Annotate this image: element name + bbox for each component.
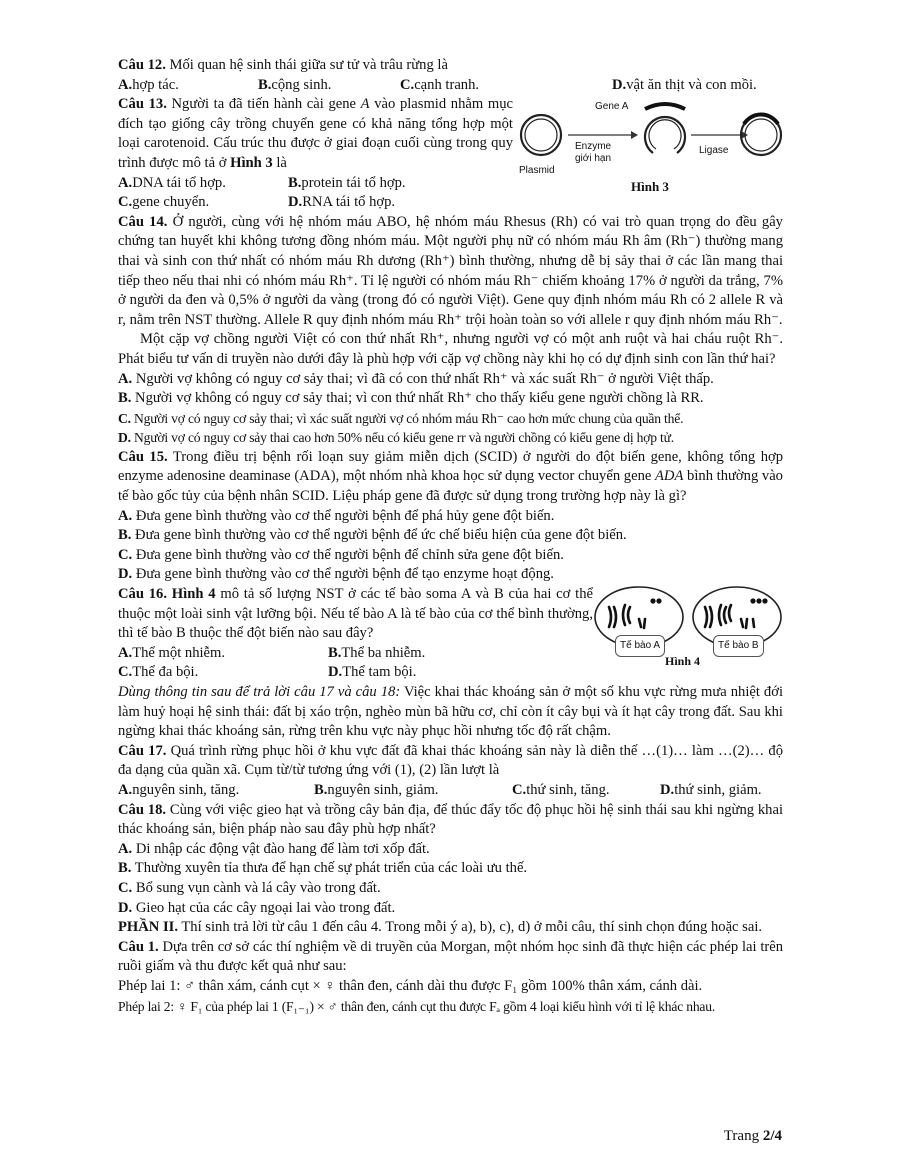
option-c: C. Đưa gene bình thường vào cơ thể người bệnh để chỉnh sửa gene đột biến.	[118, 546, 564, 563]
question-16-options-row2	[118, 663, 593, 683]
option-d: D.RNA tái tổ hợp.	[288, 194, 396, 211]
option-a: A.DNA tái tổ hợp.	[118, 174, 226, 191]
question-17: Câu 17. Quá trình rừng phục hồi ở khu vực đất đã khai thác khoáng sản này là diễn thế …(1)… làm …(2)… độ đa dạng của quần xã. Cụm từ/từ tương ứng với (1), (2) lần lượt là	[118, 742, 783, 779]
question-17-options	[118, 781, 783, 801]
option-a: A.nguyên sinh, tăng.	[118, 781, 240, 798]
option-d: D. Gieo hạt của các cây ngoại lai vào trong đất.	[118, 899, 396, 916]
question-text: Câu 16. Hình 4 mô tả số lượng NST ở các tế bào soma A và B của hai cơ thể thuộc một loài sinh vật lưỡng bội. Nếu tế bào A là tế bào của cơ thể bình thường, thì tế bào B thuộc thể đột biến nào sau đây?	[118, 586, 593, 642]
question-13	[118, 95, 783, 213]
figure-4-chromosome-cells	[593, 585, 783, 669]
question-18: Câu 18. Cùng với việc gieo hạt và trồng cây bản địa, để thúc đẩy tốc độ phục hồi hệ sinh thái sau khi ngừng khai thác khoáng sản, biện pháp nào sau đây phù hợp nhất?	[118, 801, 783, 838]
gene-a-label: Gene A	[595, 101, 629, 113]
page-number: Trang 2/4	[723, 1128, 782, 1144]
option-a: A. Người vợ không có nguy cơ sảy thai; vì đã có con thứ nhất Rh⁺ và xác suất Rh⁻ ở người Việt thấp.	[118, 370, 714, 387]
option-c: C. Người vợ có nguy cơ sảy thai; vì xác suất người vợ có nhóm máu Rh⁻ cao hơn mức chung của quần thể.	[118, 410, 684, 426]
question-16	[118, 585, 783, 683]
option-d: D. Người vợ có nguy cơ sảy thai cao hơn 50% nếu có kiểu gene rr và người chồng có kiểu gene dị hợp tử.	[118, 430, 674, 446]
option-b: B.nguyên sinh, giảm.	[314, 781, 439, 798]
option-a: A.hợp tác.	[118, 76, 179, 93]
option-c: C.gene chuyển.	[118, 194, 210, 211]
gene-a-fragment-icon	[645, 104, 685, 109]
option-b: B. Người vợ không có nguy cơ sảy thai; vì con thứ nhất Rh⁺ cho thấy kiểu gene người chồng là RR.	[118, 390, 704, 407]
question-13-options-row2	[118, 193, 513, 213]
enzyme-label: Enzyme giới hạn	[575, 141, 612, 165]
question-14-scenario: Một cặp vợ chồng người Việt có con thứ nhất Rh⁺, nhưng người vợ có một anh ruột và hai cháu ruột Rh⁻. Phát biểu tư vấn di truyền nào dưới đây là phù hợp với cặp vợ chồng này khi họ có dự định sinh con lần thứ hai?	[118, 331, 783, 367]
option-a: A. Đưa gene bình thường vào cơ thể người bệnh để phá hủy gene đột biến.	[118, 507, 555, 524]
ligase-label: Ligase	[699, 145, 729, 157]
option-b: B.cộng sinh.	[258, 76, 332, 93]
question-number: Câu 12.	[118, 57, 166, 73]
figure-4-caption: Hình 4	[665, 654, 701, 669]
option-d: D.Thể tam bội.	[328, 664, 417, 681]
cell-b-label: Tế bào B	[713, 635, 764, 657]
cross-1: Phép lai 1: ♂ thân xám, cánh cụt × ♀ thân đen, cánh dài thu được F₁ gồm 100% thân xám, cánh dài.	[118, 977, 703, 994]
part-2-header: PHẦN II. Thí sinh trả lời từ câu 1 đến câu 4. Trong mỗi ý a), b), c), d) ở mỗi câu, thí sinh chọn đúng hoặc sai.	[118, 919, 763, 936]
plasmid-label: Plasmid	[519, 165, 555, 177]
option-b: B.Thể ba nhiễm.	[328, 644, 426, 661]
option-d: D.vật ăn thịt và con mồi.	[612, 76, 757, 93]
option-c: C. Bổ sung vụn cành và lá cây vào trong đất.	[118, 879, 381, 896]
figure-3-caption: Hình 3	[631, 179, 669, 195]
question-text: Câu 13. Người ta đã tiến hành cài gene A vào plasmid nhằm mục đích tạo giống cây trồng chuyển gene có khả năng tổng hợp một loại carotenoid. Cấu trúc thu được ở giai đoạn cuối cùng trong quy trình được mô tả ở Hình 3 là	[118, 96, 513, 171]
option-a: A.Thể một nhiễm.	[118, 644, 226, 661]
cross-2: Phép lai 2: ♀ F₁ của phép lai 1 (F₁₋₁) × ♂ thân đen, cánh cụt thu được Fₐ gồm 4 loại kiểu hình với tỉ lệ khác nhau.	[118, 998, 716, 1014]
option-c: C.cạnh tranh.	[400, 76, 480, 93]
question-14: Câu 14. Ở người, cùng với hệ nhóm máu ABO, hệ nhóm máu Rhesus (Rh) có vai trò quan trọng do đều gây chứng tan huyết khi không tương đồng nhóm máu. Một người phụ nữ có nhóm máu Rh âm (Rh⁻) thường mang thai và sinh con thứ nhất có nhóm máu Rh dương (Rh⁺) bình thường, nhưng dễ bị sảy thai ở các lần mang thai tiếp theo nếu thai nhi có nhóm máu Rh⁺. Tỉ lệ người có nhóm máu Rh⁻ chiếm khoảng 17% ở người da trắng, 7% ở người da đen và 0,5% ở người da vàng (trong đó có người Việt). Gene quy định nhóm máu Rh có 2 allele R và r, nằm trên NST thường. Allele R quy định nhóm máu Rh⁺ trội hoàn toàn so với allele r quy định nhóm máu Rh⁻.	[118, 213, 783, 328]
option-c: C.Thể đa bội.	[118, 664, 199, 681]
option-b: B. Thường xuyên tỉa thưa để hạn chế sự phát triển của các loài ưu thế.	[118, 860, 528, 877]
option-c: C.thứ sinh, tăng.	[512, 781, 610, 798]
question-12-options	[118, 76, 783, 96]
cell-b-chromosomes-icon	[705, 600, 766, 628]
option-b: B. Đưa gene bình thường vào cơ thể người bệnh để ức chế biểu hiện của gene đột biến.	[118, 527, 627, 544]
part-2-question-1: Câu 1. Dựa trên cơ sở các thí nghiệm về di truyền của Morgan, một nhóm học sinh đã thực hiện các phép lai trên ruồi giấm và thu được kết quả như sau:	[118, 938, 784, 975]
option-d: D. Đưa gene bình thường vào cơ thể người bệnh để tạo enzyme hoạt động.	[118, 566, 554, 583]
question-13-options	[118, 174, 513, 194]
figure-3-plasmid-diagram	[513, 95, 783, 210]
option-b: B.protein tái tổ hợp.	[288, 174, 406, 191]
question-16-options	[118, 644, 593, 664]
cut-plasmid-icon	[645, 117, 685, 153]
option-a: A. Di nhập các động vật đào hang để làm tơi xốp đất.	[118, 840, 430, 857]
question-12	[118, 56, 783, 76]
option-d: D.thứ sinh, giảm.	[660, 781, 762, 798]
cell-a-chromosomes-icon	[609, 600, 660, 628]
cell-a-label: Tế bào A	[615, 635, 665, 657]
shared-info-17-18: Dùng thông tin sau để trả lời câu 17 và câu 18: Việc khai thác khoáng sản ở một số khu vực rừng mưa nhiệt đới làm huỷ hoại hệ sinh thái: đất bị xáo trộn, nghèo mùn bã hữu cơ, chỉ còn ít cây bụi và ít hạt cây trong đất. Sau khi ngừng khai thác khoáng sản, rừng trên khu vực này phục hồi nhưng tốc độ rất chậm.	[118, 684, 784, 740]
question-15: Câu 15. Trong điều trị bệnh rối loạn suy giảm miễn dịch (SCID) ở người do đột biến gene, không tổng hợp enzyme adenosine deaminase (ADA), một nhóm nhà khoa học sử dụng vector chuyển gene ADA bình thường vào tế bào gốc tủy của bệnh nhân SCID. Liệu pháp gene đã được sử dụng trong trường hợp này là gì?	[118, 448, 784, 505]
plasmid-circle-icon	[521, 115, 561, 155]
question-text: Mối quan hệ sinh thái giữa sư tử và trâu rừng là	[165, 57, 448, 73]
exam-page	[118, 56, 783, 1016]
